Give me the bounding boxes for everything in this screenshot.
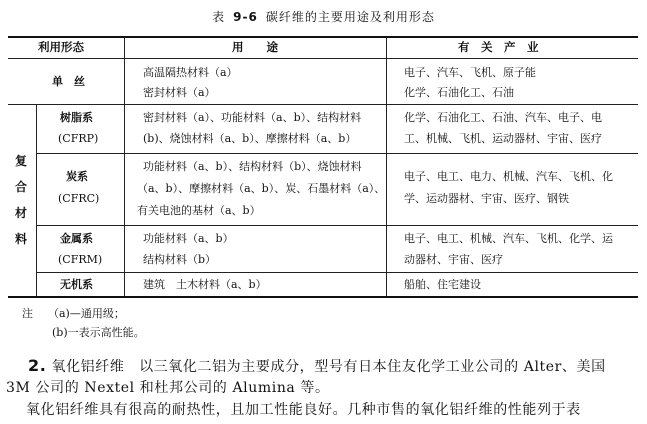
- cfrm-industry-line-2: 动器材、宇宙、医疗: [404, 253, 503, 266]
- table-top-rule: [8, 36, 638, 38]
- single-use-line-2: 密封材料（a）: [143, 86, 216, 99]
- composite-label-4: 料: [14, 232, 27, 246]
- composite-label-1: 复: [14, 154, 27, 168]
- paragraph-line-1-text: 氧化铝纤维 以三氧化二铝为主要成分，型号有日本住友化学工业公司的 Alter、美国: [51, 359, 606, 375]
- notes-label: 注: [22, 307, 33, 320]
- composite-divider: [36, 104, 37, 296]
- form-column-divider: [124, 37, 125, 296]
- composite-label-3: 材: [14, 206, 27, 220]
- cfrp-industry-line-1: 化学、石油化工、石油、汽车、电子、电: [404, 111, 602, 124]
- cfrc-form-name: 炭系: [66, 170, 88, 183]
- caption-prefix: 表: [212, 10, 226, 24]
- cfrp-row-rule: [36, 153, 638, 154]
- header-use: 用 途: [232, 40, 278, 54]
- caption-number: 9-6: [233, 10, 258, 24]
- note-a: （a)—通用级；: [48, 307, 125, 320]
- table-bottom-rule: [8, 296, 638, 298]
- header-form: 利用形态: [38, 40, 84, 54]
- cfrc-industry-line-1: 电子、电工、电力、机械、汽车、飞机、化: [404, 170, 613, 183]
- cfrm-form-name: 金属系: [60, 232, 93, 245]
- paragraph-line-1: [28, 356, 640, 377]
- cfrm-form-code: (CFRM): [58, 253, 103, 266]
- cfrm-row-rule: [36, 272, 638, 273]
- paragraph-line-3: 氧化铝纤维具有很高的耐热性，且加工性能良好。几种市售的氧化铝纤维的性能列于表: [26, 402, 581, 418]
- cfrp-use-line-2: (b)、烧蚀材料（a、b）、摩擦材料（a、b）: [143, 132, 357, 145]
- use-column-divider: [386, 37, 387, 296]
- cfrc-row-rule: [36, 225, 638, 226]
- inorganic-form-name: 无机系: [60, 278, 93, 291]
- table-caption: [0, 8, 647, 25]
- caption-title: 碳纤维的主要用途及利用形态: [265, 10, 435, 24]
- composite-label-2: 合: [14, 180, 27, 194]
- cfrc-use-line-1: 功能材料（a、b）、结构材料（b）、烧蚀材料: [143, 160, 362, 173]
- cfrp-industry-line-2: 工、机械、飞机、运动器材、宇宙、医疗: [404, 132, 602, 145]
- cfrc-form-code: (CFRC): [58, 192, 100, 205]
- single-row-rule: [8, 104, 638, 105]
- single-industry-line-1: 电子、汽车、飞机、原子能: [404, 66, 536, 79]
- single-industry-line-2: 化学、石油化工、石油: [404, 86, 514, 99]
- header-industry: 有 关 产 业: [458, 40, 539, 54]
- single-form: 单 丝: [52, 75, 85, 88]
- cfrc-use-line-3: 有关电池的基材（a、b）: [137, 204, 261, 217]
- paragraph-line-2: 3M 公司的 Nextel 和杜邦公司的 Alumina 等。: [6, 380, 330, 396]
- single-use-line-1: 高温隔热材料（a）: [143, 66, 238, 79]
- cfrm-use-line-2: 结构材料（b）: [143, 253, 217, 266]
- note-b: (b)一表示高性能。: [52, 326, 145, 339]
- cfrm-use-line-1: 功能材料（a、b）: [143, 232, 234, 245]
- cfrc-use-line-2: （a、b）、摩擦材料（a、b）、炭、石墨材料（a）、: [137, 182, 386, 195]
- cfrc-industry-line-2: 学、运动器材、宇宙、医疗、钢铁: [404, 192, 569, 205]
- section-number: 2.: [28, 356, 47, 375]
- cfrp-form-name: 树脂系: [60, 111, 93, 124]
- cfrp-use-line-1: 密封材料（a）、功能材料（a、b）、结构材料: [143, 111, 362, 124]
- cfrm-industry-line-1: 电子、电工、机械、汽车、飞机、化学、运: [404, 232, 613, 245]
- inorganic-use-line-1: 建筑 土木材料（a、b）: [143, 278, 267, 291]
- inorganic-industry-line-1: 船舶、住宅建设: [404, 278, 481, 291]
- header-rule: [8, 58, 638, 59]
- cfrp-form-code: (CFRP): [58, 132, 99, 145]
